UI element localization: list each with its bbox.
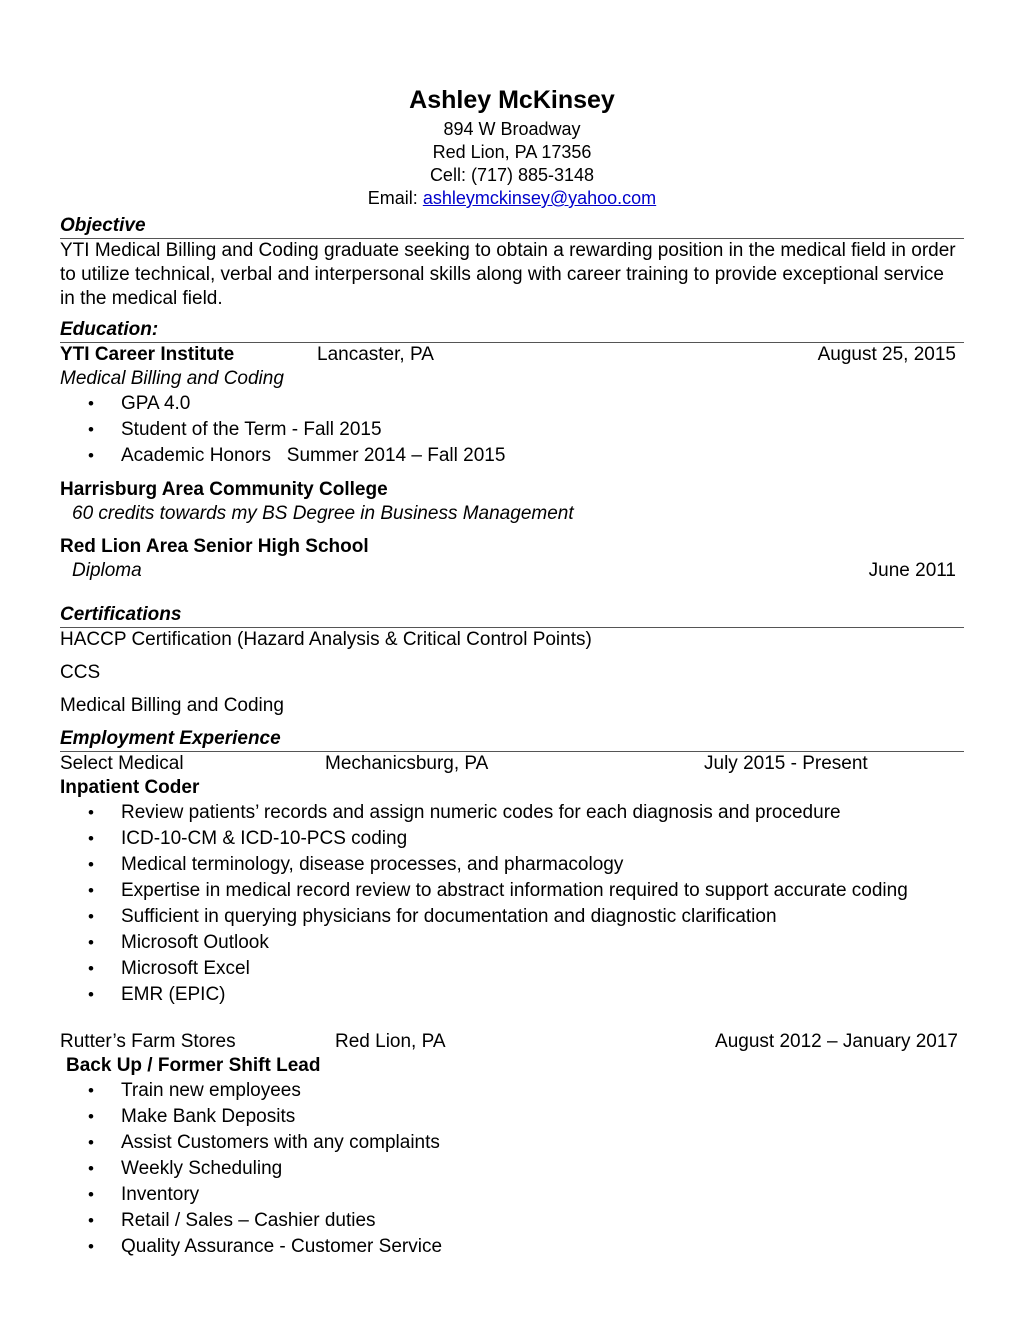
list-item: • Inventory xyxy=(88,1184,200,1205)
email-line xyxy=(60,187,964,210)
job1-employer: Select Medical xyxy=(60,753,184,774)
list-item: • Academic Honors Summer 2014 – Fall 2015 xyxy=(88,445,506,466)
rlahs-row xyxy=(60,559,964,583)
rlahs-date: June 2011 xyxy=(868,560,956,581)
list-item: • Medical terminology, disease processes, and pharmacology xyxy=(88,854,624,875)
yti-row xyxy=(60,343,964,367)
job2-bullets xyxy=(60,1078,964,1260)
list-item: • Train new employees xyxy=(88,1080,301,1101)
list-item: • Microsoft Excel xyxy=(88,958,250,979)
certifications-heading: Certifications xyxy=(60,603,964,628)
resume-header xyxy=(60,82,964,210)
email-label: Email: xyxy=(367,188,423,208)
cert-item: HACCP Certification (Hazard Analysis & Critical Control Points) xyxy=(60,629,592,650)
address-line-1: 894 W Broadway xyxy=(443,119,581,139)
job1-dates: July 2015 - Present xyxy=(704,753,868,774)
candidate-name: Ashley McKinsey xyxy=(409,86,615,114)
hacc-school: Harrisburg Area Community College xyxy=(60,479,388,500)
education-heading: Education: xyxy=(60,318,964,343)
job2-employer: Rutter’s Farm Stores xyxy=(60,1031,236,1052)
rlahs-detail: Diploma xyxy=(72,560,142,581)
job1-title: Inpatient Coder xyxy=(60,777,200,798)
list-item: • EMR (EPIC) xyxy=(88,984,226,1005)
cell-phone: Cell: (717) 885-3148 xyxy=(429,165,595,185)
yti-bullets xyxy=(60,391,964,469)
yti-school: YTI Career Institute xyxy=(60,344,235,365)
email-link[interactable]: ashleymckinsey@yahoo.com xyxy=(422,188,657,208)
cert-item: Medical Billing and Coding xyxy=(60,695,284,716)
employment-heading: Employment Experience xyxy=(60,727,964,752)
job1-location: Mechanicsburg, PA xyxy=(325,753,489,774)
list-item: • Sufficient in querying physicians for documentation and diagnostic clarification xyxy=(88,906,777,927)
list-item: • Student of the Term - Fall 2015 xyxy=(88,419,382,440)
job1-bullets xyxy=(60,800,964,1008)
cert-item: CCS xyxy=(60,662,101,683)
rlahs-school: Red Lion Area Senior High School xyxy=(60,536,369,557)
list-item: • Make Bank Deposits xyxy=(88,1106,296,1127)
yti-location: Lancaster, PA xyxy=(317,344,434,365)
resume-page xyxy=(60,82,964,1260)
list-item: • Quality Assurance - Customer Service xyxy=(88,1236,443,1257)
list-item: • Retail / Sales – Cashier duties xyxy=(88,1210,376,1231)
yti-program: Medical Billing and Coding xyxy=(60,368,284,389)
address-line-2: Red Lion, PA 17356 xyxy=(432,142,592,162)
job1-row xyxy=(60,752,964,776)
job2-dates: August 2012 – January 2017 xyxy=(715,1031,958,1052)
job2-location: Red Lion, PA xyxy=(335,1031,446,1052)
yti-date: August 25, 2015 xyxy=(817,344,956,365)
objective-text: YTI Medical Billing and Coding graduate seeking to obtain a rewarding position in the medical field in order to utilize technical, verbal and interpersonal skills along with career training to provide exceptional service in the medical field. xyxy=(60,240,956,309)
list-item: • Microsoft Outlook xyxy=(88,932,269,953)
list-item: • Review patients’ records and assign numeric codes for each diagnosis and procedure xyxy=(88,802,841,823)
list-item: • Expertise in medical record review to abstract information required to support accurate coding xyxy=(88,880,908,901)
list-item: • Weekly Scheduling xyxy=(88,1158,283,1179)
list-item: • ICD-10-CM & ICD-10-PCS coding xyxy=(88,828,408,849)
objective-heading: Objective xyxy=(60,214,964,239)
job2-row xyxy=(60,1030,964,1054)
hacc-detail: 60 credits towards my BS Degree in Business Management xyxy=(72,503,574,524)
job2-title: Back Up / Former Shift Lead xyxy=(66,1055,321,1076)
list-item: • Assist Customers with any complaints xyxy=(88,1132,440,1153)
list-item: • GPA 4.0 xyxy=(88,393,191,414)
